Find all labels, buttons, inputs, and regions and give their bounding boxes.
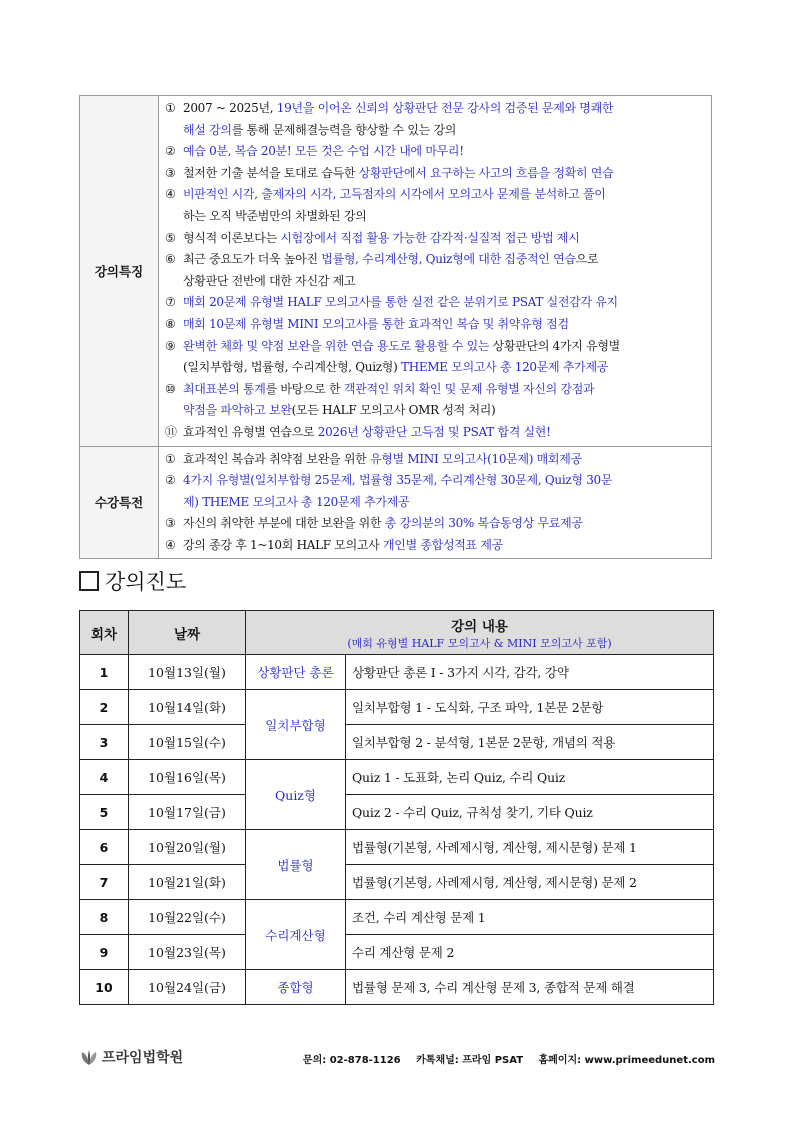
feature-item-number: ⑥ <box>165 252 176 267</box>
lecture-date: 10월13일(월) <box>129 655 246 690</box>
feature-item <box>165 336 707 379</box>
feature-item-text: 매회 10문제 유형별 MINI 모의고사를 통한 효과적인 복습 및 취약유형 점검 <box>183 316 569 331</box>
feature-item-number: ⑤ <box>165 230 176 245</box>
feature-item <box>165 379 707 422</box>
lecture-date: 10월20일(월) <box>129 830 246 865</box>
header-date: 날짜 <box>129 611 246 655</box>
footer-contact <box>291 1051 715 1066</box>
checkbox-square-icon <box>79 571 99 591</box>
feature-item <box>165 163 707 185</box>
lecture-date: 10월23일(목) <box>129 935 246 970</box>
round-number: 7 <box>80 865 129 900</box>
lecture-type: 수리계산형 <box>246 900 346 970</box>
feature-item-text: 최근 중요도가 더욱 높아진 <box>183 252 322 267</box>
progress-row <box>80 865 714 900</box>
round-number: 3 <box>80 725 129 760</box>
lecture-content: 법률형(기본형, 사례제시형, 계산형, 제시문형) 문제 1 <box>346 830 714 865</box>
header-round: 회차 <box>80 611 129 655</box>
benefit-item-text: 제) THEME 모의고사 총 120문제 추가제공 <box>183 494 410 509</box>
lecture-type: Quiz형 <box>246 760 346 830</box>
footer <box>79 1047 715 1067</box>
lecture-date: 10월17일(금) <box>129 795 246 830</box>
feature-item-number: ② <box>165 144 176 159</box>
lecture-type: 상황판단 총론 <box>246 655 346 690</box>
feature-item-number: ⑦ <box>165 295 176 310</box>
section-title: 강의진도 <box>79 566 186 596</box>
lecture-content: 법률형(기본형, 사례제시형, 계산형, 제시문형) 문제 2 <box>346 865 714 900</box>
benefits-list <box>159 446 712 559</box>
round-number: 9 <box>80 935 129 970</box>
benefit-item <box>165 535 707 557</box>
progress-row <box>80 655 714 690</box>
progress-row <box>80 970 714 1005</box>
benefit-item <box>165 449 707 471</box>
feature-item-number: ⑧ <box>165 316 176 331</box>
feature-item-text: 를 바탕으로 한 <box>265 381 344 396</box>
benefit-item-text: 4가지 유형별(일치부합형 25문제, 법률형 35문제, 수리계산형 30문제, Quiz형 30문 <box>183 473 613 488</box>
round-number: 1 <box>80 655 129 690</box>
benefit-item <box>165 513 707 535</box>
feature-item-text: 하는 오직 박준범만의 차별화된 강의 <box>183 208 367 223</box>
feature-item-text: 철저한 기출 분석을 토대로 습득한 <box>183 165 359 180</box>
feature-item-number: ③ <box>165 165 176 180</box>
feature-item <box>165 98 707 141</box>
header-content: 강의 내용 (매회 유형별 HALF 모의고사 & MINI 모의고사 포함) <box>246 611 714 655</box>
feature-item-text: 2007 ~ 2025년, <box>183 101 277 115</box>
feature-item-text: 약점을 파악하고 보완 <box>183 403 292 418</box>
feature-item-text: 19년을 이어온 신뢰의 상황판단 전문 강사의 검증된 문제와 명쾌한 <box>276 101 614 115</box>
features-label: 강의특징 <box>80 96 159 447</box>
lecture-date: 10월21일(화) <box>129 865 246 900</box>
lecture-date: 10월16일(목) <box>129 760 246 795</box>
feature-item-text: 상황판단에서 요구하는 사고의 흐름을 정확히 연습 <box>358 165 614 180</box>
feature-item <box>165 314 707 336</box>
benefit-item-text: 자신의 취약한 부분에 대한 보완을 위한 <box>183 516 385 531</box>
features-table <box>79 95 712 559</box>
round-number: 2 <box>80 690 129 725</box>
lecture-content: 일치부합형 1 - 도식화, 구조 파악, 1본문 2문항 <box>346 690 714 725</box>
benefits-label: 수강특전 <box>80 446 159 559</box>
benefit-item-number: ④ <box>165 537 176 552</box>
benefit-item-text: 총 강의분의 30% 복습동영상 무료제공 <box>384 516 583 531</box>
footer-logo: 프라임법학원 <box>79 1047 183 1067</box>
feature-item-number: ⑩ <box>165 381 176 396</box>
feature-item <box>165 184 707 227</box>
feature-item-text: 객관적인 위치 확인 및 문제 유형별 자신의 강점과 <box>343 381 595 396</box>
lecture-content: 상황판단 총론 Ⅰ - 3가지 시각, 감각, 강약 <box>346 655 714 690</box>
feature-item-text: (일치부합형, 법률형, 수리계산형, Quiz형) <box>183 360 401 375</box>
feature-item-text: (모든 HALF 모의고사 OMR 성적 처리) <box>291 403 496 418</box>
lecture-type: 법률형 <box>246 830 346 900</box>
benefit-item-text: 개인별 종합성적표 제공 <box>383 537 503 552</box>
footer-kakao: 카톡채널: 프라임 PSAT <box>416 1055 524 1066</box>
progress-header-row <box>80 611 714 655</box>
progress-row <box>80 900 714 935</box>
progress-row <box>80 935 714 970</box>
lecture-date: 10월15일(수) <box>129 725 246 760</box>
benefit-item <box>165 470 707 513</box>
lecture-content: 법률형 문제 3, 수리 계산형 문제 3, 종합적 문제 해결 <box>346 970 714 1005</box>
round-number: 6 <box>80 830 129 865</box>
feature-item-text: 를 통해 문제해결능력을 향상할 수 있는 강의 <box>231 122 457 137</box>
lecture-content: Quiz 1 - 도표화, 논리 Quiz, 수리 Quiz <box>346 760 714 795</box>
footer-phone: 문의: 02-878-1126 <box>302 1055 401 1066</box>
feature-item <box>165 292 707 314</box>
feature-item-text: 시험장에서 직접 활용 가능한 감각적·실질적 접근 방법 제시 <box>280 230 580 245</box>
round-number: 8 <box>80 900 129 935</box>
feature-item-text: 비판적인 시각, 출제자의 시각, 고득점자의 시각에서 모의고사 문제를 분석하고 풀이 <box>183 187 606 202</box>
progress-row <box>80 760 714 795</box>
feature-item-number: ⑨ <box>165 338 176 353</box>
lecture-content: 일치부합형 2 - 분석형, 1본문 2문항, 개념의 적용 <box>346 725 714 760</box>
round-number: 5 <box>80 795 129 830</box>
feature-item-number: ④ <box>165 187 176 202</box>
feature-item-text: 최대표본의 통계 <box>183 381 266 396</box>
round-number: 4 <box>80 760 129 795</box>
progress-row <box>80 690 714 725</box>
progress-row <box>80 795 714 830</box>
lecture-date: 10월14일(화) <box>129 690 246 725</box>
benefit-item-number: ① <box>165 451 176 466</box>
feature-item-text: THEME 모의고사 총 120문제 추가제공 <box>400 360 609 375</box>
footer-homepage[interactable]: 홈페이지: www.primeedunet.com <box>538 1055 715 1066</box>
lecture-content: 조건, 수리 계산형 문제 1 <box>346 900 714 935</box>
lecture-date: 10월24일(금) <box>129 970 246 1005</box>
benefit-item-text: 강의 종강 후 1~10회 HALF 모의고사 <box>183 537 383 552</box>
feature-item <box>165 228 707 250</box>
lecture-date: 10월22일(수) <box>129 900 246 935</box>
progress-row <box>80 830 714 865</box>
progress-table <box>79 610 714 1005</box>
feature-item-text: 2026년 상황판단 고득점 및 PSAT 합격 실현! <box>317 424 551 439</box>
round-number: 10 <box>80 970 129 1005</box>
benefit-item-number: ③ <box>165 516 176 531</box>
feature-item-text: 상황판단의 4가지 유형별 <box>492 338 620 353</box>
logo-leaf-icon <box>79 1050 99 1066</box>
feature-item <box>165 422 707 444</box>
feature-item-text: 형식적 이론보다는 <box>183 230 281 245</box>
feature-item-text: 효과적인 유형별 연습으로 <box>183 424 318 439</box>
lecture-type: 종합형 <box>246 970 346 1005</box>
feature-item-text: 해설 강의 <box>183 122 232 137</box>
lecture-type: 일치부합형 <box>246 690 346 760</box>
feature-item-text: 예습 0분, 복습 20분! 모든 것은 수업 시간 내에 마무리! <box>183 144 464 159</box>
feature-item-text: 완벽한 체화 및 약점 보완을 위한 연습 용도로 활용할 수 있는 <box>183 338 493 353</box>
feature-item-text: 매회 20문제 유형별 HALF 모의고사를 통한 실전 같은 분위기로 PSAT 실전감각 유지 <box>183 295 618 310</box>
lecture-content: Quiz 2 - 수리 Quiz, 규칙성 찾기, 기타 Quiz <box>346 795 714 830</box>
progress-row <box>80 725 714 760</box>
lecture-content: 수리 계산형 문제 2 <box>346 935 714 970</box>
benefit-item-text: 효과적인 복습과 취약점 보완을 위한 <box>183 451 370 466</box>
benefit-item-number: ② <box>165 473 176 488</box>
features-list <box>159 96 712 447</box>
feature-item-number: ⑪ <box>165 424 177 439</box>
feature-item-text: 법률형, 수리계산형, Quiz형에 대한 집중적인 연습 <box>321 252 576 267</box>
feature-item-text: 상황판단 전반에 대한 자신감 제고 <box>183 273 356 288</box>
feature-item-number: ① <box>165 101 176 115</box>
feature-item <box>165 249 707 292</box>
benefit-item-text: 유형별 MINI 모의고사(10문제) 매회제공 <box>369 451 582 466</box>
feature-item <box>165 141 707 163</box>
feature-item-text: 으로 <box>575 252 599 267</box>
